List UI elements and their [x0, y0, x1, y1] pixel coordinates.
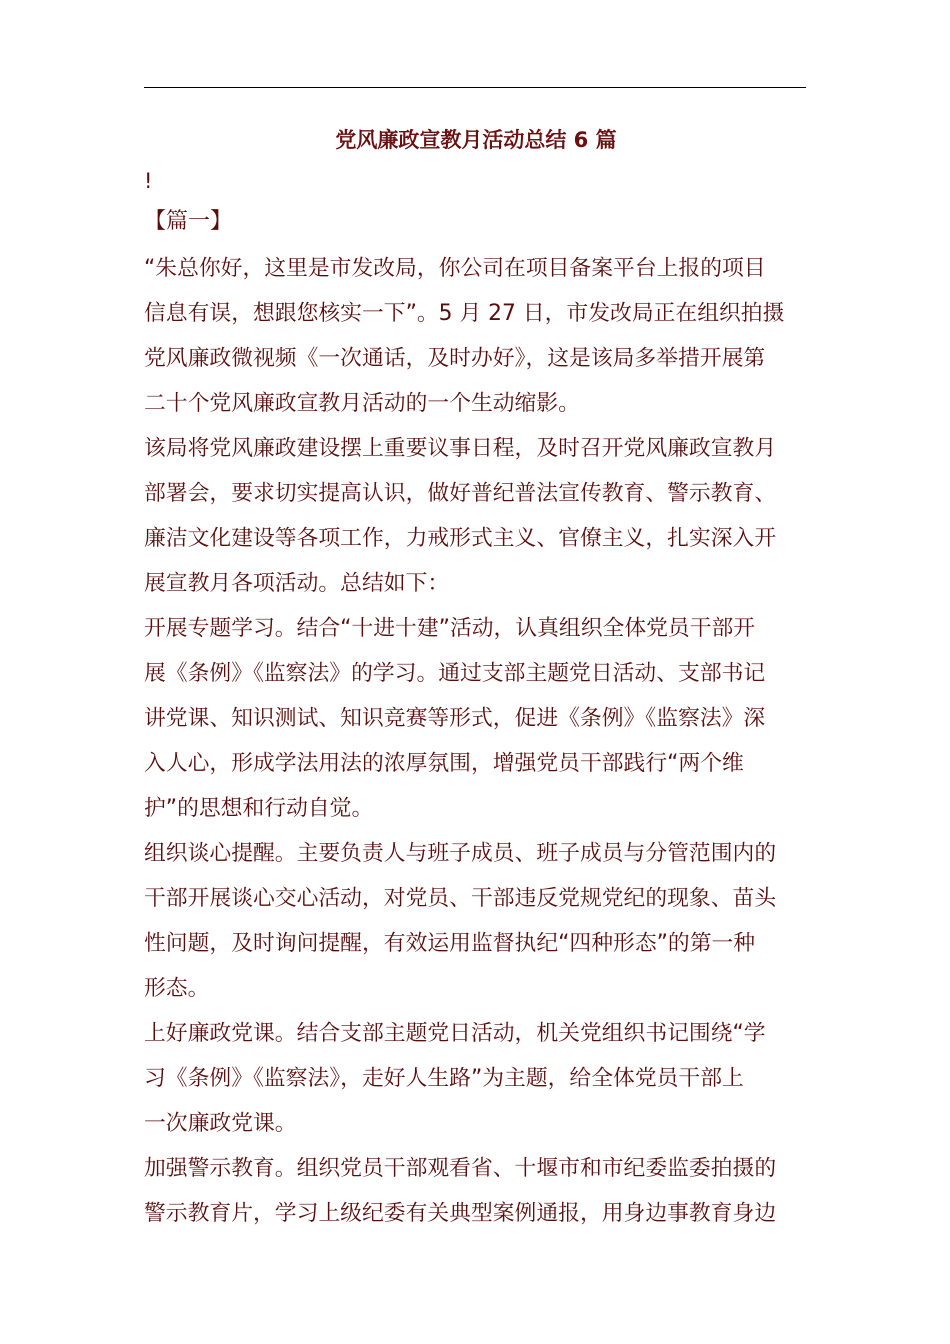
text-line: 信息有误，想跟您核实一下”。5 月 27 日，市发改局正在组织拍摄: [144, 301, 785, 326]
text-line: 入人心，形成学法用法的浓厚氛围，增强党员干部践行“两个维: [144, 751, 744, 776]
text-line: 党风廉政微视频《一次通话，及时办好》，这是该局多举措开展第: [144, 346, 766, 371]
text-line: 廉洁文化建设等各项工作，力戒形式主义、官僚主义，扎实深入开: [144, 526, 777, 551]
text-line: 上好廉政党课。结合支部主题党日活动，机关党组织书记围绕“学: [144, 1021, 766, 1046]
document-title: 党风廉政宣教月活动总结 6 篇: [335, 128, 617, 152]
text-line: 形态。: [144, 976, 210, 1001]
text-line: 讲党课、知识测试、知识竞赛等形式，促进《条例》《监察法》深: [144, 706, 766, 731]
exclamation-mark: !: [144, 169, 153, 193]
text-line: 展宣教月各项活动。总结如下：: [144, 571, 450, 596]
document-body: [144, 120, 808, 1236]
text-line: 警示教育片，学习上级纪委有关典型案例通报，用身边事教育身边: [144, 1201, 777, 1226]
text-line: 习《条例》《监察法》，走好人生路”为主题，给全体党员干部上: [144, 1066, 744, 1091]
text-line: 展《条例》《监察法》的学习。通过支部主题党日活动、支部书记: [144, 661, 766, 686]
text-line: 开展专题学习。结合“十进十建”活动，认真组织全体党员干部开: [144, 616, 756, 641]
header-rule: [144, 87, 806, 88]
text-line: 加强警示教育。组织党员干部观看省、十堰市和市纪委监委拍摄的: [144, 1156, 777, 1181]
text-line: 组织谈心提醒。主要负责人与班子成员、班子成员与分管范围内的: [144, 841, 777, 866]
text-line: 一次廉政党课。: [144, 1111, 297, 1136]
text-line: 部署会，要求切实提高认识，做好普纪普法宣传教育、警示教育、: [144, 481, 777, 506]
text-line: 干部开展谈心交心活动，对党员、干部违反党规党纪的现象、苗头: [144, 886, 777, 911]
text-line: 性问题，及时询问提醒，有效运用监督执纪“四种形态”的第一种: [144, 931, 756, 956]
text-line: 该局将党风廉政建设摆上重要议事日程，及时召开党风廉政宣教月: [144, 436, 777, 461]
section-heading: 【篇一】: [144, 209, 233, 234]
text-line: 护”的思想和行动自觉。: [144, 796, 374, 821]
text-line: 二十个党风廉政宣教月活动的一个生动缩影。: [144, 391, 580, 416]
text-line: “朱总你好，这里是市发改局，你公司在项目备案平台上报的项目: [144, 256, 766, 281]
